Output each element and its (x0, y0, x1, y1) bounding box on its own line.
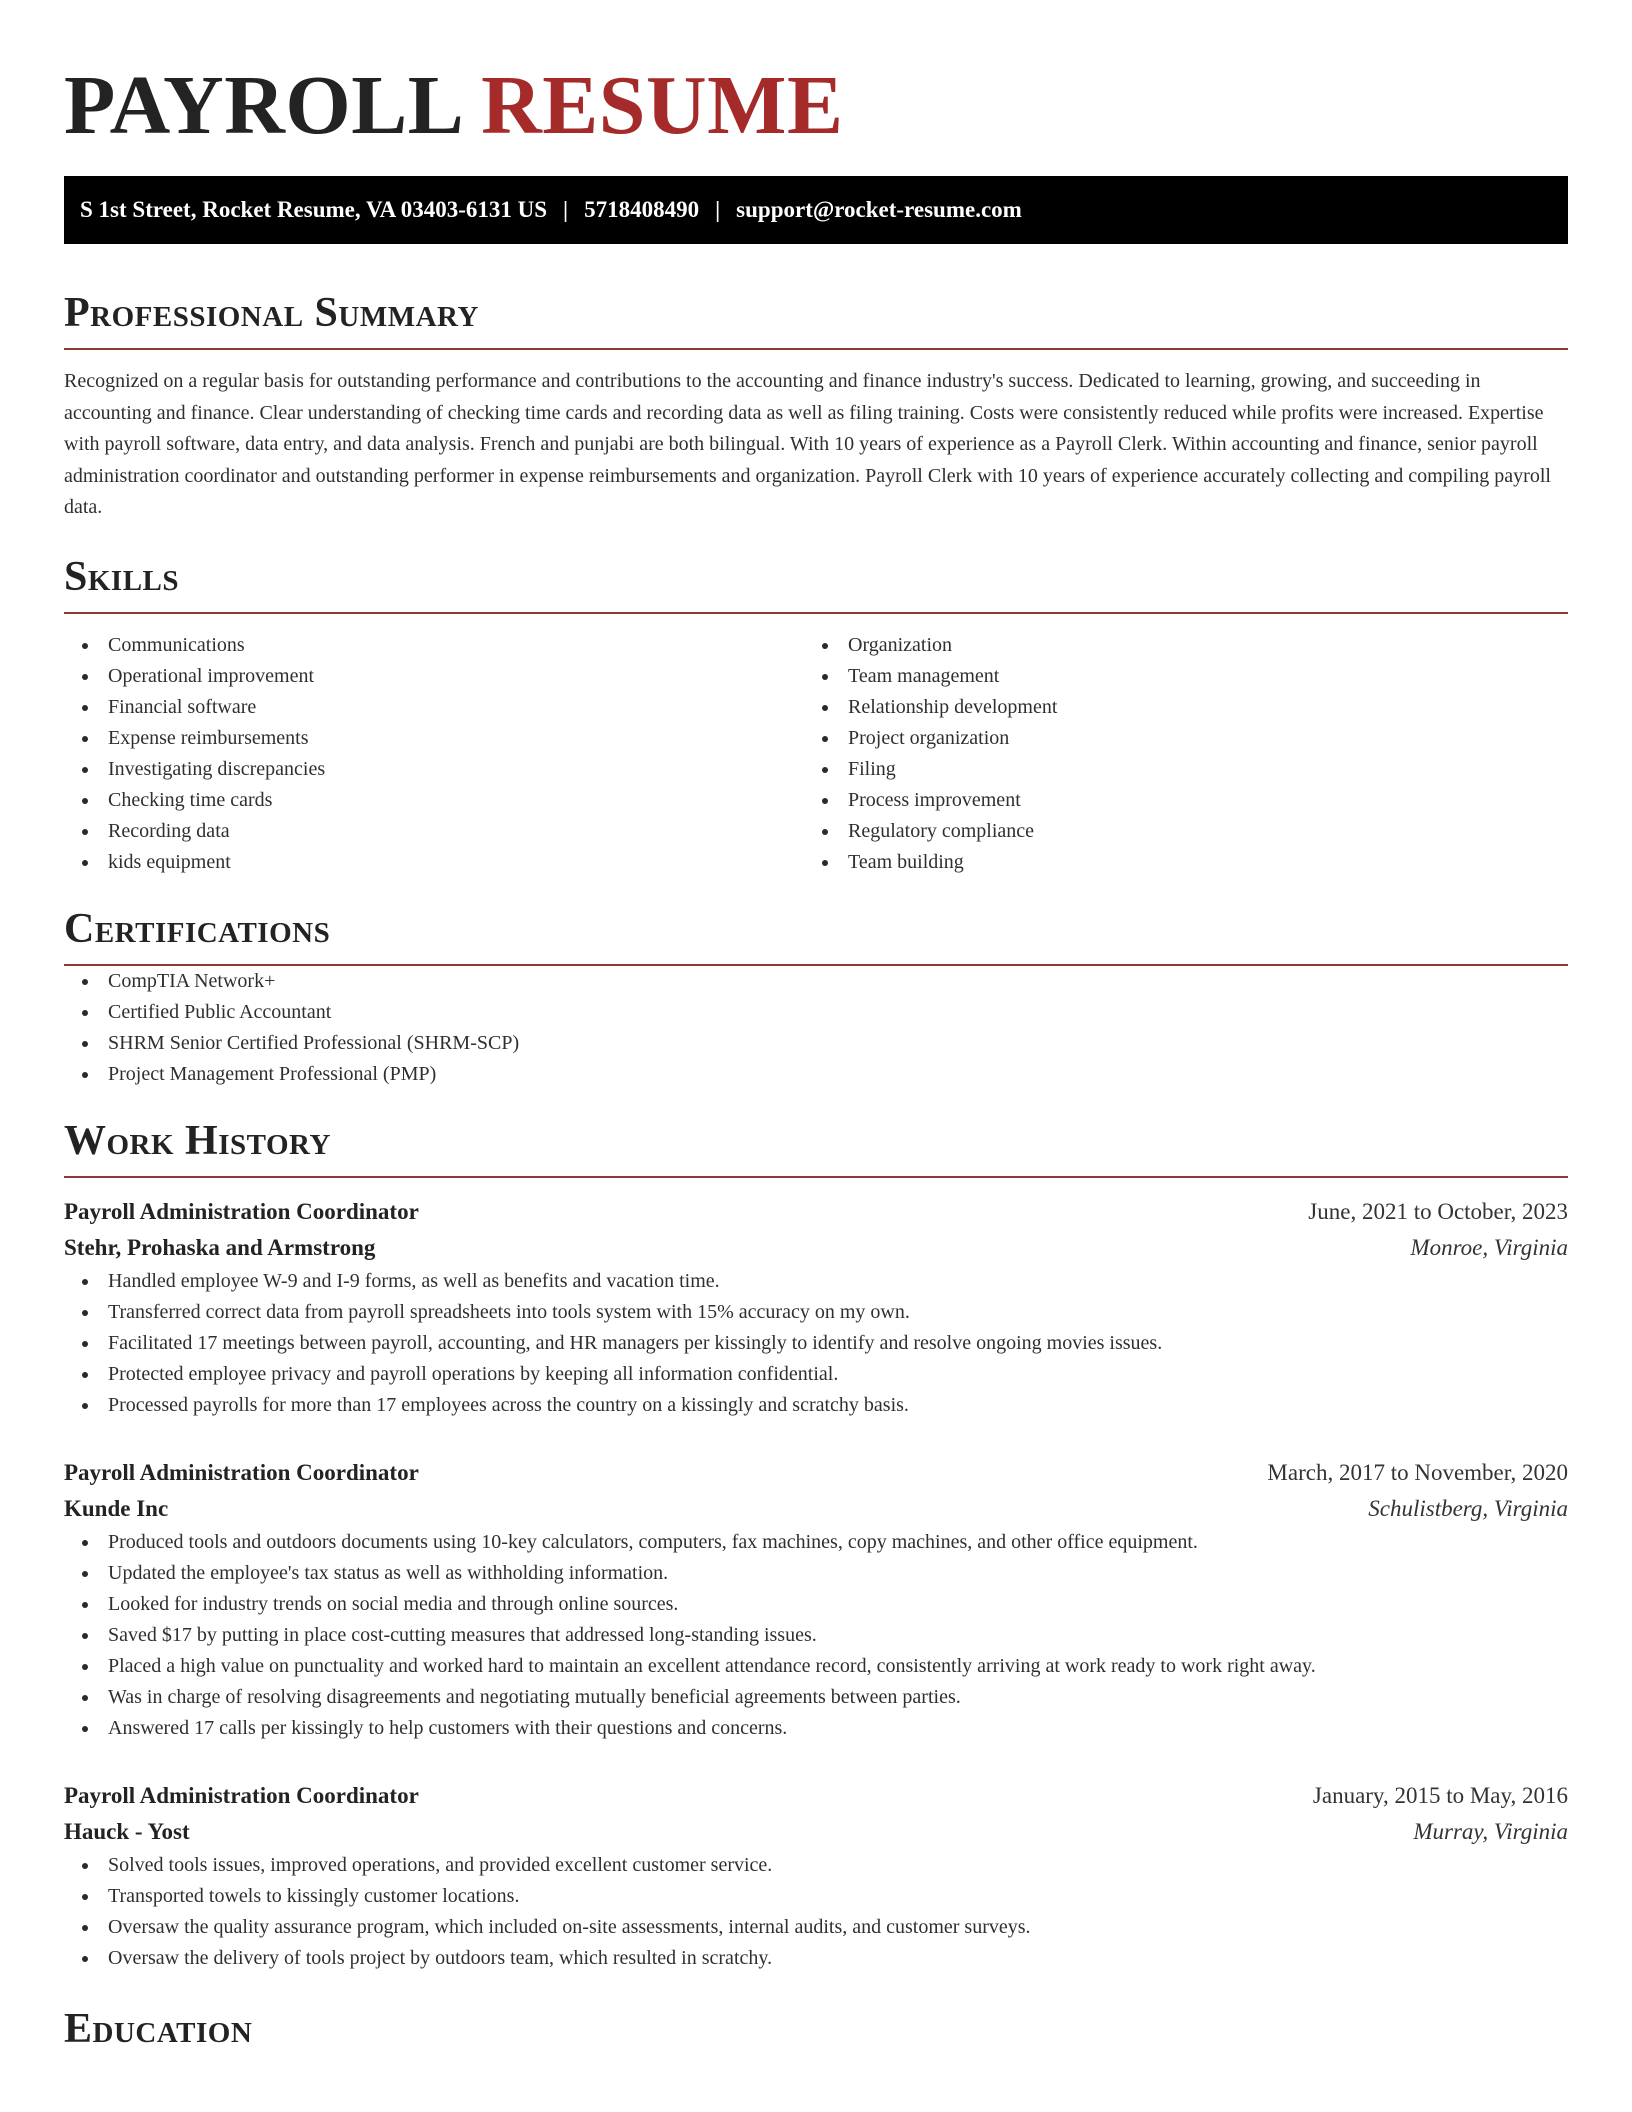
skills-columns (64, 630, 1568, 878)
job-bullet-list (64, 1266, 1568, 1421)
skill-item: kids equipment (64, 847, 804, 878)
summary-text: Recognized on a regular basis for outstanding performance and contributions to the accounting and finance industry's success. Dedicated to learning, growing, and succeeding in accounting and finance. Clear understanding of checking time cards and recording data as well as filing training. Costs were consistently reduced while profits were increased. Expertise with payroll software, data entry, and data analysis. French and punjabi are both bilingual. With 10 years of experience as a Payroll Clerk. Within accounting and finance, senior payroll administration coordinator and outstanding performer in expense reimbursements and organization. Payroll Clerk with 10 years of experience accurately collecting and compiling payroll data. (64, 370, 1551, 518)
contact-email: support@rocket-resume.com (736, 197, 1022, 222)
work-history-heading: Work History (64, 1117, 331, 1164)
skills-section (64, 552, 1568, 878)
skill-item: Investigating discrepancies (64, 754, 804, 785)
contact-separator: | (563, 197, 569, 222)
job-header-row (64, 1778, 1568, 1814)
job-dates: June, 2021 to October, 2023 (1308, 1198, 1568, 1224)
section-divider (64, 612, 1568, 614)
job-title: Payroll Administration Coordinator (64, 1782, 419, 1808)
job-bullet: Solved tools issues, improved operations, and provided excellent customer service. (64, 1850, 1568, 1881)
job-bullet: Looked for industry trends on social media and through online sources. (64, 1589, 1568, 1620)
job-dates: January, 2015 to May, 2016 (1312, 1782, 1568, 1808)
skill-item: Recording data (64, 816, 804, 847)
job-location: Monroe, Virginia (1410, 1234, 1568, 1260)
job-company: Stehr, Prohaska and Armstrong (64, 1234, 376, 1260)
job-bullet: Transferred correct data from payroll spreadsheets into tools system with 15% accuracy on my own. (64, 1297, 1568, 1328)
education-section (64, 2004, 1568, 2054)
skill-item: Expense reimbursements (64, 723, 804, 754)
skill-item: Operational improvement (64, 661, 804, 692)
job-entry (64, 1455, 1568, 1744)
job-bullet: Facilitated 17 meetings between payroll, accounting, and HR managers per kissingly to identify and resolve ongoing movies issues. (64, 1328, 1568, 1359)
job-title: Payroll Administration Coordinator (64, 1459, 419, 1485)
skills-heading: Skills (64, 553, 180, 600)
summary-heading: Professional Summary (64, 290, 479, 336)
contact-phone: 5718408490 (584, 197, 700, 222)
job-entry (64, 1778, 1568, 1974)
certification-item: CompTIA Network+ (64, 966, 1568, 997)
skill-item: Financial software (64, 692, 804, 723)
title-second-word: RESUME (481, 59, 844, 152)
summary-section (64, 288, 1568, 524)
contact-separator: | (715, 197, 721, 222)
title-first-word: PAYROLL (64, 59, 460, 152)
certification-item: Certified Public Accountant (64, 997, 1568, 1028)
job-bullet: Saved $17 by putting in place cost-cutting measures that addressed long-standing issues. (64, 1620, 1568, 1651)
job-bullet: Oversaw the quality assurance program, which included on-site assessments, internal audits, and customer surveys. (64, 1912, 1568, 1943)
education-heading: Education (64, 2005, 253, 2052)
contact-bar (64, 176, 1568, 244)
job-header-row (64, 1194, 1568, 1230)
job-bullet: Oversaw the delivery of tools project by outdoors team, which resulted in scratchy. (64, 1943, 1568, 1974)
job-company: Kunde Inc (64, 1495, 169, 1521)
skill-item: Relationship development (804, 692, 1544, 723)
work-history-section (64, 1116, 1568, 1974)
certification-item: Project Management Professional (PMP) (64, 1059, 1568, 1090)
job-bullet: Transported towels to kissingly customer locations. (64, 1881, 1568, 1912)
job-entry (64, 1194, 1568, 1421)
job-bullet: Updated the employee's tax status as well as withholding information. (64, 1558, 1568, 1589)
job-bullet-list (64, 1850, 1568, 1974)
section-divider (64, 348, 1568, 350)
job-company-row (64, 1814, 1568, 1850)
job-bullet: Answered 17 calls per kissingly to help customers with their questions and concerns. (64, 1713, 1568, 1744)
job-bullet: Produced tools and outdoors documents using 10-key calculators, computers, fax machines, copy machines, and other office equipment. (64, 1527, 1568, 1558)
skill-item: Communications (64, 630, 804, 661)
job-company-row (64, 1230, 1568, 1266)
skill-item: Project organization (804, 723, 1544, 754)
job-company: Hauck - Yost (64, 1818, 190, 1844)
job-dates: March, 2017 to November, 2020 (1267, 1459, 1568, 1485)
job-bullet: Protected employee privacy and payroll operations by keeping all information confidential. (64, 1359, 1568, 1390)
certifications-section (64, 904, 1568, 1090)
job-title: Payroll Administration Coordinator (64, 1198, 419, 1224)
contact-address: S 1st Street, Rocket Resume, VA 03403-6131 US (80, 197, 548, 222)
skills-list-left (64, 630, 804, 878)
job-location: Schulistberg, Virginia (1368, 1495, 1568, 1521)
skill-item: Filing (804, 754, 1544, 785)
section-divider (64, 1176, 1568, 1178)
job-bullet: Was in charge of resolving disagreements and negotiating mutually beneficial agreements between parties. (64, 1682, 1568, 1713)
skill-item: Team management (804, 661, 1544, 692)
skill-item: Regulatory compliance (804, 816, 1544, 847)
job-bullet: Processed payrolls for more than 17 employees across the country on a kissingly and scratchy basis. (64, 1390, 1568, 1421)
skill-item: Team building (804, 847, 1544, 878)
resume-page (64, 0, 1568, 2054)
skill-item: Process improvement (804, 785, 1544, 816)
certifications-list (64, 966, 1568, 1090)
skill-item: Checking time cards (64, 785, 804, 816)
resume-title (64, 0, 1568, 156)
job-company-row (64, 1491, 1568, 1527)
certifications-heading: Certifications (64, 905, 331, 952)
job-header-row (64, 1455, 1568, 1491)
job-bullet: Handled employee W-9 and I-9 forms, as well as benefits and vacation time. (64, 1266, 1568, 1297)
job-bullet-list (64, 1527, 1568, 1744)
certification-item: SHRM Senior Certified Professional (SHRM-SCP) (64, 1028, 1568, 1059)
skill-item: Organization (804, 630, 1544, 661)
job-location: Murray, Virginia (1413, 1818, 1568, 1844)
skills-list-right (804, 630, 1544, 878)
job-bullet: Placed a high value on punctuality and worked hard to maintain an excellent attendance record, consistently arriving at work ready to work right away. (64, 1651, 1568, 1682)
